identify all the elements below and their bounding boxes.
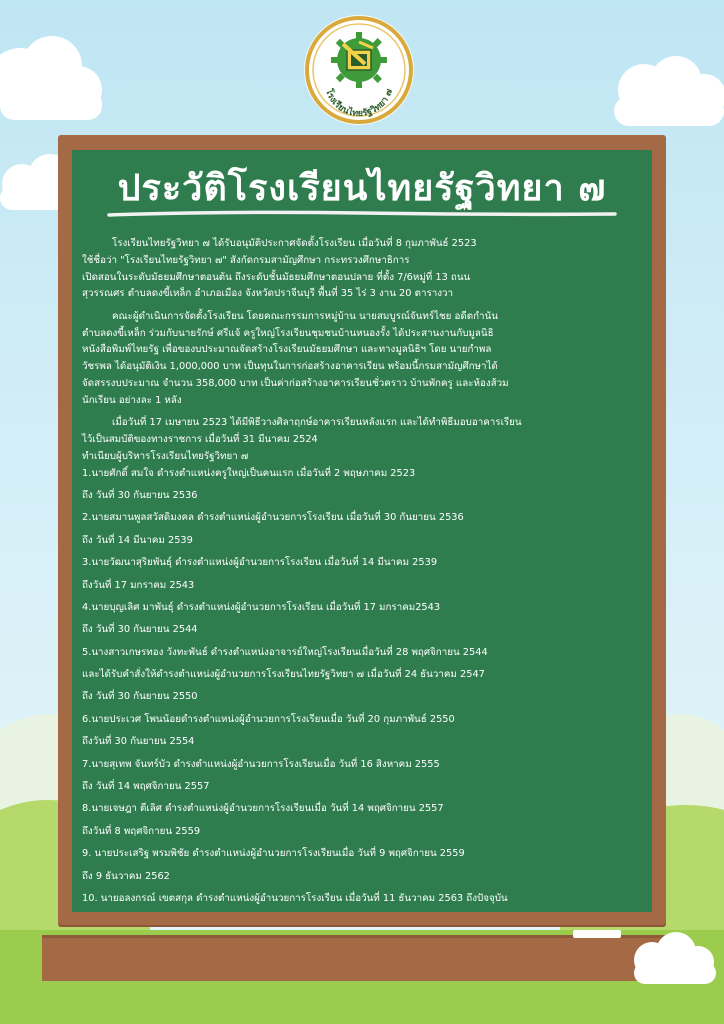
cloud-bottom-right bbox=[628, 928, 720, 988]
history-content bbox=[82, 236, 644, 908]
admin-entry-line: ถึง 9 ธันวาคม 2562 bbox=[82, 870, 170, 882]
history-line: ตำบลดงขี้เหล็ก ร่วมกับนายรักษ์ ศรีแจ้ ครูใหญ่โรงเรียนชุมชนบ้านหนองรั้ง ได้ประสานงานกับมูลนิธิ bbox=[82, 327, 494, 339]
history-line: เมื่อวันที่ 17 เมษายน 2523 ได้มีพิธีวางศิลาฤกษ์อาคารเรียนหลังแรก และได้ทำพิธีมอบอาคารเรียน bbox=[112, 417, 522, 429]
admin-entry-line: ถึง วันที่ 30 กันยายน 2544 bbox=[82, 624, 198, 636]
history-line: คณะผู้ดำเนินการจัดตั้งโรงเรียน โดยคณะกรรมการหมู่บ้าน นายสมบูรณ์จันทร์ไชย อดีตกำนัน bbox=[112, 310, 498, 322]
admin-entry-line: 5.นางสาวเกษรทอง วังทะพันธ์ ดำรงตำแหน่งอาจารย์ใหญ่โรงเรียนเมื่อวันที่ 28 พฤศจิกายน 2544 bbox=[82, 646, 488, 658]
history-line: ใช้ชื่อว่า "โรงเรียนไทยรัฐวิทยา ๗" สังกัดกรมสามัญศึกษา กระทรวงศึกษาธิการ bbox=[82, 254, 410, 266]
admin-entry-line: ถึง วันที่ 30 กันยายน 2550 bbox=[82, 691, 198, 703]
history-line: นักเรียน อย่างละ 1 หลัง bbox=[82, 394, 182, 406]
page-title: ประวัติโรงเรียนไทยรัฐวิทยา ๗ bbox=[117, 167, 607, 209]
admin-entry-line: ถึง วันที่ 14 มีนาคม 2539 bbox=[82, 534, 193, 546]
admin-entry-line: 9. นายประเสริฐ พรมพิชัย ดำรงตำแหน่งผู้อำนวยการโรงเรียนเมื่อ วันที่ 9 พฤศจิกายน 2559 bbox=[82, 848, 465, 860]
history-line: วัชรพล ได้อนุมัติเงิน 1,000,000 บาท เป็นทุนในการก่อสร้างอาคารเรียน พร้อมนี้กรมสามัญศึกษาได้ bbox=[82, 361, 498, 373]
history-line: หนังสือพิมพ์ไทยรัฐ เพื่อของบประมาณจัดสร้างโรงเรียนมัธยมศึกษา และทางมูลนิธิฯ โดย นายกำพล bbox=[82, 344, 492, 356]
admin-list-heading: ทำเนียบผู้บริหารโรงเรียนไทยรัฐวิทยา ๗ bbox=[82, 450, 249, 462]
chalk-stick bbox=[573, 930, 621, 938]
admin-entry-line: 8.นายเจษฎา ตีเลิศ ดำรงตำแหน่งผู้อำนวยการโรงเรียนเมื่อ วันที่ 14 พฤศจิกายน 2557 bbox=[82, 803, 444, 815]
history-line: ไว้เป็นสมบัติของทางราชการ เมื่อวันที่ 31 มีนาคม 2524 bbox=[82, 433, 318, 445]
admin-entry-line: ถึงวันที่ 30 กันยายน 2554 bbox=[82, 736, 195, 748]
history-line: เปิดสอนในระดับมัธยมศึกษาตอนต้น ถึงระดับชั้นมัธยมศึกษาตอนปลาย ที่ตั้ง 7/6หมู่ที่ 13 ถนน bbox=[82, 271, 471, 283]
admin-entry-line: 1.นายศักดิ์ สมใจ ดำรงตำแหน่งครูใหญ่เป็นคนแรก เมื่อวันที่ 2 พฤษภาคม 2523 bbox=[82, 467, 416, 479]
logo-text: โรงเรียนไทยรัฐวิทยา ๗ bbox=[323, 87, 396, 120]
cloud-top-right bbox=[600, 52, 724, 136]
cloud-top-left bbox=[0, 18, 110, 128]
history-line: โรงเรียนไทยรัฐวิทยา ๗ ได้รับอนุมัติประกาศจัดตั้งโรงเรียน เมื่อวันที่ 8 กุมภาพันธ์ 2523 bbox=[112, 238, 477, 249]
school-logo bbox=[303, 14, 415, 126]
school-emblem-icon bbox=[303, 14, 415, 126]
admin-entry-line: 10. นายอลงกรณ์ เขตสกุล ดำรงตำแหน่งผู้อำนวยการโรงเรียน เมื่อวันที่ 11 ธันวาคม 2563 ถึงปัจจุบัน bbox=[82, 892, 508, 904]
admin-entry-line: 3.นายวัฒนาสุริยพันธุ์ ดำรงตำแหน่งผู้อำนวยการโรงเรียน เมื่อวันที่ 14 มีนาคม 2539 bbox=[82, 557, 438, 569]
history-line: จัดสรรงบประมาณ จำนวน 358,000 บาท เป็นค่าก่อสร้างอาคารเรียนชั่วคราว บ้านพักครู และห้องส้วม bbox=[82, 377, 509, 389]
admin-entry-line: 7.นายสุเทพ จันทร์บัว ดำรงตำแหน่งผู้อำนวยการโรงเรียนเมื่อ วันที่ 16 สิงหาคม 2555 bbox=[82, 758, 440, 770]
admin-entry-line: ถึง วันที่ 14 พฤศจิกายน 2557 bbox=[82, 781, 210, 793]
history-line: สุวรรณศร ตำบลดงขี้เหล็ก อำเภอเมือง จังหวัดปราจีนบุรี พื้นที่ 35 ไร่ 3 งาน 20 ตารางวา bbox=[82, 288, 454, 300]
chalk-underline bbox=[107, 209, 617, 219]
admin-entry-line: 2.นายสมานพูลสวัสดิมงคล ดำรงตำแหน่งผู้อำนวยการโรงเรียน เมื่อวันที่ 30 กันยายน 2536 bbox=[82, 512, 464, 524]
chalkboard-ledge bbox=[42, 935, 682, 981]
admin-entry-line: และได้รับคำสั่งให้ดำรงตำแหน่งผู้อำนวยการโรงเรียนไทยรัฐวิทยา ๗ เมื่อวันที่ 24 ธันวาคม 2547 bbox=[82, 669, 485, 681]
admin-entry-line: ถึง วันที่ 30 กันยายน 2536 bbox=[82, 489, 198, 501]
admin-entry-line: 4.นายบุญเลิศ มาพันธุ์ ดำรงตำแหน่งผู้อำนวยการโรงเรียน เมื่อวันที่ 17 มกราคม2543 bbox=[82, 601, 441, 613]
admin-entry-line: ถึงวันที่ 17 มกราคม 2543 bbox=[82, 579, 195, 591]
admin-entry-line: ถึงวันที่ 8 พฤศจิกายน 2559 bbox=[82, 825, 201, 837]
admin-entry-line: 6.นายประเวศ โพนน้อยดำรงตำแหน่งผู้อำนวยการโรงเรียนเมื่อ วันที่ 20 กุมภาพันธ์ 2550 bbox=[82, 713, 455, 725]
